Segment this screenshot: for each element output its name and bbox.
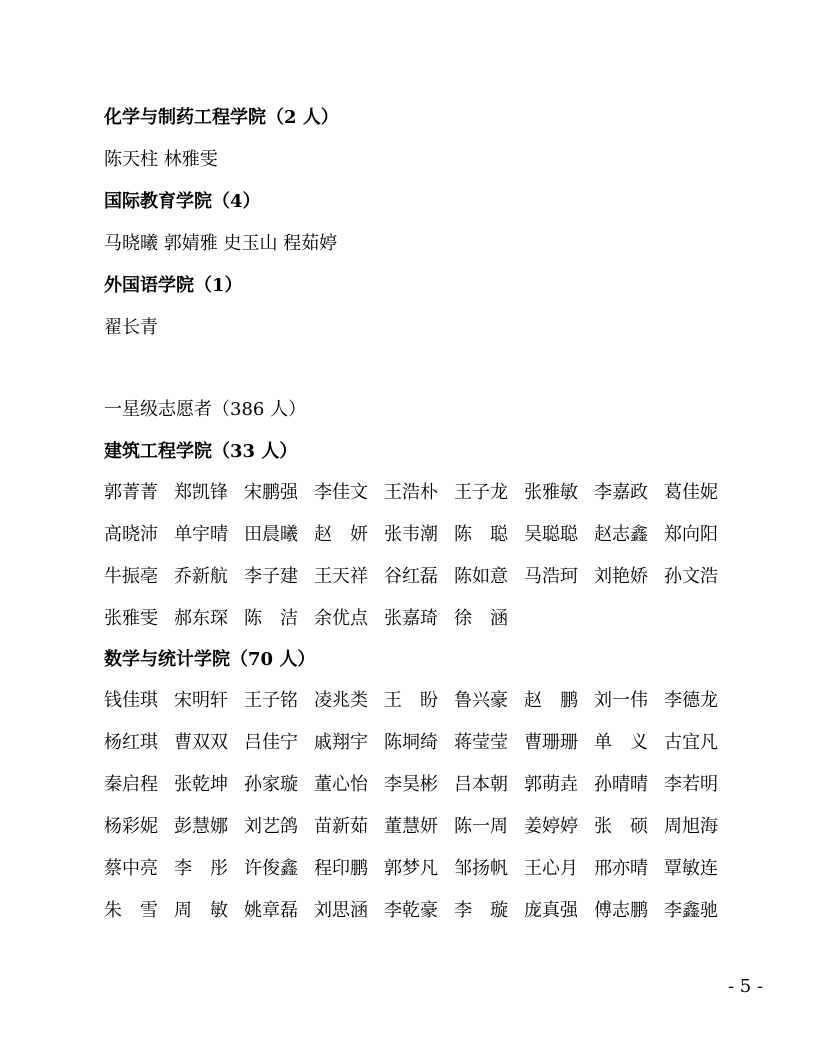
name-entry: 高晓沛 <box>104 524 158 545</box>
name-entry: 张嘉琦 <box>384 608 438 629</box>
section-heading-math: 数学与统计学院（70 人） <box>104 649 316 670</box>
name-entry: 邹扬帆 <box>454 858 508 879</box>
section-heading-architecture: 建筑工程学院（33 人） <box>104 441 298 462</box>
name-entry: 蔡中亮 <box>104 858 158 879</box>
name-entry: 董心怡 <box>314 774 368 795</box>
section-heading-chemistry: 化学与制药工程学院（2 人） <box>104 107 339 128</box>
name-entry: 张韦潮 <box>384 524 438 545</box>
name-entry: 王子龙 <box>454 482 508 503</box>
name-entry: 蒋莹莹 <box>454 732 508 753</box>
name-entry: 赵志鑫 <box>594 524 648 545</box>
name-entry: 覃敏连 <box>664 858 718 879</box>
name-row <box>104 773 734 797</box>
name-row <box>104 689 734 713</box>
name-entry: 李佳文 <box>314 482 368 503</box>
name-entry: 孙晴晴 <box>594 774 648 795</box>
name-entry: 宋明轩 <box>174 690 228 711</box>
name-row <box>104 481 734 505</box>
name-entry: 徐 涵 <box>454 608 508 629</box>
section-heading-international: 国际教育学院（4） <box>104 191 261 212</box>
name-entry: 单宇晴 <box>174 524 228 545</box>
name-entry: 牛振亳 <box>104 566 158 587</box>
name-entry: 吴聪聪 <box>524 524 578 545</box>
name-entry: 李德龙 <box>664 690 718 711</box>
name-entry: 陈如意 <box>454 566 508 587</box>
name-entry: 朱 雪 <box>104 900 158 921</box>
name-row <box>104 523 734 547</box>
name-entry: 李若明 <box>664 774 718 795</box>
name-entry: 孙家璇 <box>244 774 298 795</box>
name-entry: 郑凯锋 <box>174 482 228 503</box>
name-entry: 陈 聪 <box>454 524 508 545</box>
name-entry: 谷红磊 <box>384 566 438 587</box>
name-entry: 李昊彬 <box>384 774 438 795</box>
name-entry: 周 敏 <box>174 900 228 921</box>
name-entry: 刘思涵 <box>314 900 368 921</box>
name-entry: 王天祥 <box>314 566 368 587</box>
name-entry: 傅志鹏 <box>594 900 648 921</box>
name-entry: 杨彩妮 <box>104 816 158 837</box>
name-entry: 吕佳宁 <box>244 732 298 753</box>
name-entry: 姜婷婷 <box>524 816 578 837</box>
name-entry: 曹双双 <box>174 732 228 753</box>
name-entry: 赵 妍 <box>314 524 368 545</box>
name-entry: 杨红琪 <box>104 732 158 753</box>
name-row <box>104 607 734 631</box>
name-entry: 张 硕 <box>594 816 648 837</box>
name-entry: 秦启程 <box>104 774 158 795</box>
name-entry: 张雅敏 <box>524 482 578 503</box>
name-entry: 孙文浩 <box>664 566 718 587</box>
name-entry: 周旭海 <box>664 816 718 837</box>
names-international: 马晓曦 郭婧雅 史玉山 程茹婷 <box>104 233 338 254</box>
name-entry: 乔新航 <box>174 566 228 587</box>
group-title: 一星级志愿者（386 人） <box>104 399 307 420</box>
name-entry: 余优点 <box>314 608 368 629</box>
name-entry: 程印鹏 <box>314 858 368 879</box>
name-entry: 宋鹏强 <box>244 482 298 503</box>
name-entry: 张乾坤 <box>174 774 228 795</box>
name-entry: 王子铭 <box>244 690 298 711</box>
name-entry: 庞真强 <box>524 900 578 921</box>
name-entry: 李子建 <box>244 566 298 587</box>
name-entry: 李 彤 <box>174 858 228 879</box>
name-entry: 单 义 <box>594 732 648 753</box>
name-entry: 钱佳琪 <box>104 690 158 711</box>
name-entry: 凌兆类 <box>314 690 368 711</box>
name-entry: 郝东琛 <box>174 608 228 629</box>
name-entry: 郑向阳 <box>664 524 718 545</box>
name-entry: 邢亦晴 <box>594 858 648 879</box>
name-entry: 姚章磊 <box>244 900 298 921</box>
name-entry: 刘艺鸽 <box>244 816 298 837</box>
name-entry: 郭菁菁 <box>104 482 158 503</box>
name-row <box>104 731 734 755</box>
name-entry: 陈垌绮 <box>384 732 438 753</box>
name-entry: 刘艳娇 <box>594 566 648 587</box>
name-entry: 郭梦凡 <box>384 858 438 879</box>
names-chemistry: 陈天柱 林雅雯 <box>104 149 218 170</box>
name-row <box>104 565 734 589</box>
name-entry: 郭萌垚 <box>524 774 578 795</box>
name-entry: 李乾豪 <box>384 900 438 921</box>
name-row <box>104 857 734 881</box>
name-entry: 许俊鑫 <box>244 858 298 879</box>
name-entry: 古宜凡 <box>664 732 718 753</box>
names-foreign-lang: 翟长青 <box>104 317 158 338</box>
name-entry: 王 盼 <box>384 690 438 711</box>
name-entry: 陈一周 <box>454 816 508 837</box>
name-entry: 曹珊珊 <box>524 732 578 753</box>
name-entry: 陈 洁 <box>244 608 298 629</box>
name-entry: 董慧妍 <box>384 816 438 837</box>
name-entry: 李 璇 <box>454 900 508 921</box>
name-entry: 刘一伟 <box>594 690 648 711</box>
name-entry: 李嘉政 <box>594 482 648 503</box>
name-entry: 王浩朴 <box>384 482 438 503</box>
name-entry: 马浩珂 <box>524 566 578 587</box>
name-entry: 戚翔宇 <box>314 732 368 753</box>
name-entry: 彭慧娜 <box>174 816 228 837</box>
page-number: - 5 - <box>728 976 764 997</box>
name-row <box>104 815 734 839</box>
name-entry: 李鑫驰 <box>664 900 718 921</box>
name-entry: 鲁兴豪 <box>454 690 508 711</box>
name-entry: 田晨曦 <box>244 524 298 545</box>
name-row <box>104 899 734 923</box>
section-heading-foreign-lang: 外国语学院（1） <box>104 275 243 296</box>
name-entry: 葛佳妮 <box>664 482 718 503</box>
name-entry: 吕本朝 <box>454 774 508 795</box>
name-entry: 张雅雯 <box>104 608 158 629</box>
name-entry: 赵 鹏 <box>524 690 578 711</box>
name-entry: 苗新茹 <box>314 816 368 837</box>
name-entry: 王心月 <box>524 858 578 879</box>
